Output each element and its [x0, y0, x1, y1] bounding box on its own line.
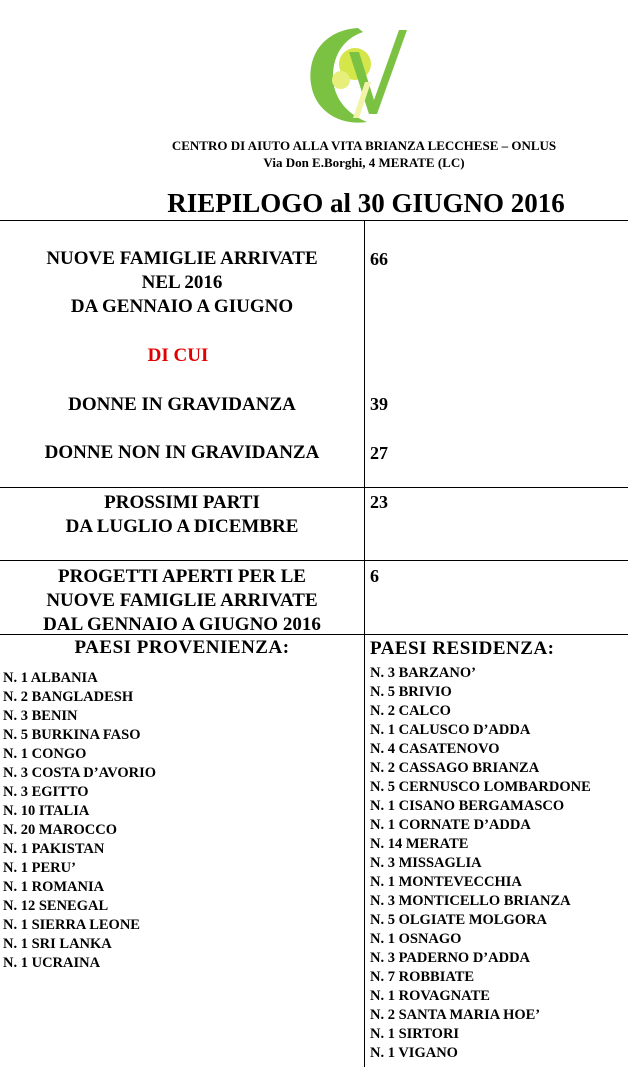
list-item: N. 3 MISSAGLIA [370, 855, 482, 871]
org-address: Via Don E.Borghi, 4 MERATE (LC) [263, 155, 465, 170]
org-name: CENTRO DI AIUTO ALLA VITA BRIANZA LECCHESE – ONLUS [171, 138, 557, 153]
list-item: N. 12 SENEGAL [3, 898, 109, 914]
list-item: N. 1 ROMANIA [3, 879, 105, 895]
list-item: N. 1 ALBANIA [3, 670, 98, 686]
list-item: N. 5 CERNUSCO LOMBARDONE [370, 779, 591, 795]
list-item: N. 3 COSTA D’AVORIO [3, 765, 157, 781]
not-pregnant-value: 27 [370, 443, 388, 463]
list-item: N. 1 SRI LANKA [3, 936, 112, 952]
births-line1: PROSSIMI PARTI [104, 492, 260, 513]
list-item: N. 1 PAKISTAN [3, 841, 105, 857]
list-item: N. 2 BANGLADESH [3, 689, 134, 705]
not-pregnant-label: DONNE NON IN GRAVIDANZA [44, 442, 320, 463]
list-item: N. 1 ROVAGNATE [370, 988, 490, 1004]
logo-circle-small [332, 71, 350, 89]
list-item: N. 1 CORNATE D’ADDA [370, 817, 531, 833]
table-column-divider [364, 220, 365, 1067]
origin-heading: PAESI PROVENIENZA: [74, 637, 290, 658]
residence-heading: PAESI RESIDENZA: [370, 638, 555, 659]
list-item: N. 7 ROBBIATE [370, 969, 475, 985]
list-item: N. 3 PADERNO D’ADDA [370, 950, 531, 966]
list-item: N. 2 CALCO [370, 703, 451, 719]
list-item: N. 1 PERU’ [3, 860, 76, 876]
list-item: N. 1 OSNAGO [370, 931, 462, 947]
list-item: N. 2 SANTA MARIA HOE’ [370, 1007, 541, 1023]
list-item: N. 2 CASSAGO BRIANZA [370, 760, 540, 776]
list-item: N. 4 CASATENOVO [370, 741, 500, 757]
cav-logo [303, 22, 428, 130]
list-item: N. 3 BENIN [3, 708, 78, 724]
pregnant-label: DONNE IN GRAVIDANZA [68, 394, 296, 415]
origin-list [3, 669, 156, 973]
list-item: N. 3 MONTICELLO BRIANZA [370, 893, 571, 909]
list-item: N. 3 EGITTO [3, 784, 89, 800]
di-cui-label: DI CUI [147, 345, 209, 366]
table-border-top [0, 220, 628, 221]
list-item: N. 5 BRIVIO [370, 684, 452, 700]
list-item: N. 1 UCRAINA [3, 955, 101, 971]
list-item: N. 20 MAROCCO [3, 822, 117, 838]
list-item: N. 10 ITALIA [3, 803, 90, 819]
list-item: N. 1 SIRTORI [370, 1026, 460, 1042]
births-line2: DA LUGLIO A DICEMBRE [65, 516, 299, 537]
table-divider-1 [0, 487, 628, 488]
list-item: N. 1 CALUSCO D’ADDA [370, 722, 531, 738]
table-divider-2 [0, 560, 628, 561]
pregnant-value: 39 [370, 394, 388, 414]
list-item: N. 1 VIGANO [370, 1045, 458, 1061]
projects-line3: DAL GENNAIO A GIUGNO 2016 [43, 614, 321, 635]
projects-value: 6 [370, 566, 379, 586]
new-families-line3: DA GENNAIO A GIUGNO [70, 296, 294, 317]
projects-line1: PROGETTI APERTI PER LE [58, 566, 306, 587]
new-families-line2: NEL 2016 [141, 272, 223, 293]
list-item: N. 3 BARZANO’ [370, 665, 476, 681]
list-item: N. 1 MONTEVECCHIA [370, 874, 522, 890]
list-item: N. 1 SIERRA LEONE [3, 917, 140, 933]
list-item: N. 1 CONGO [3, 746, 87, 762]
page-title: RIEPILOGO al 30 GIUGNO 2016 [167, 188, 565, 218]
list-item: N. 5 OLGIATE MOLGORA [370, 912, 547, 928]
list-item: N. 1 CISANO BERGAMASCO [370, 798, 565, 814]
births-value: 23 [370, 492, 388, 512]
logo-v-shape [349, 30, 407, 114]
projects-line2: NUOVE FAMIGLIE ARRIVATE [46, 590, 318, 611]
residence-list [370, 664, 591, 1063]
list-item: N. 14 MERATE [370, 836, 469, 852]
new-families-line1: NUOVE FAMIGLIE ARRIVATE [46, 248, 318, 269]
new-families-value: 66 [370, 249, 388, 269]
list-item: N. 5 BURKINA FASO [3, 727, 141, 743]
